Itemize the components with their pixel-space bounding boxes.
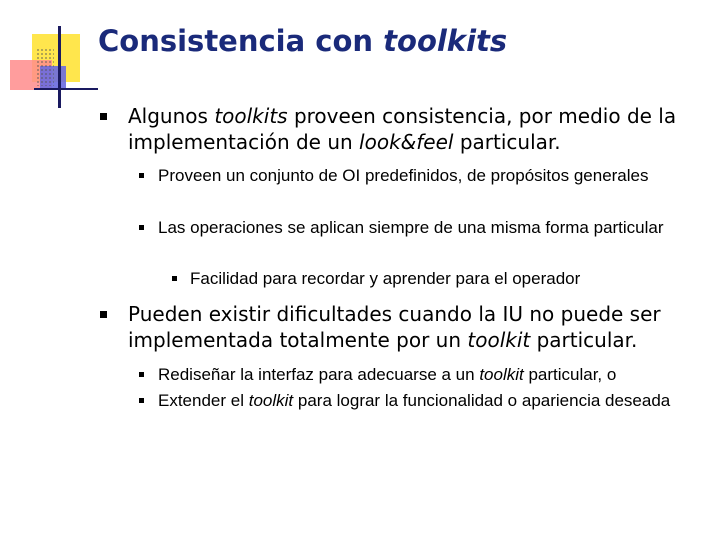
square-bullet-icon <box>172 276 177 281</box>
square-bullet-icon <box>139 372 144 377</box>
text: Proveen un conjunto de OI predefinidos, de propósitos generales <box>158 166 649 185</box>
emphasis: toolkits <box>214 104 288 128</box>
text: Extender el <box>158 391 249 410</box>
text: para lograr la funcionalidad o apariencia deseada <box>293 391 671 410</box>
text: proveen consistencia, por medio de la implementación de un <box>128 104 677 154</box>
emphasis: toolkit <box>467 328 531 352</box>
bullet-level3 <box>190 268 700 290</box>
text: Algunos <box>128 104 215 128</box>
text: particular. <box>453 130 561 154</box>
emphasis: toolkit <box>479 365 524 384</box>
vertical-line-shape <box>58 26 61 108</box>
text: Rediseñar la interfaz para adecuarse a un <box>158 365 480 384</box>
square-bullet-icon <box>100 311 107 318</box>
square-bullet-icon <box>139 225 144 230</box>
square-bullet-icon <box>139 173 144 178</box>
emphasis: toolkit <box>248 391 294 410</box>
title-text: Consistencia con <box>98 24 384 58</box>
text: particular, o <box>523 365 617 384</box>
bullet-level2 <box>158 165 706 187</box>
slide-title <box>98 24 507 58</box>
text: Facilidad para recordar y aprender para el operador <box>190 269 581 288</box>
bullet-level2 <box>158 217 706 239</box>
bullet-level1 <box>128 301 698 353</box>
bullet-level1 <box>128 103 698 155</box>
square-bullet-icon <box>139 398 144 403</box>
emphasis: look&feel <box>359 130 454 154</box>
bullet-level2 <box>158 364 706 386</box>
horizontal-line-shape <box>34 88 98 90</box>
bullet-level2 <box>158 390 706 412</box>
text: Pueden existir dificultades cuando la IU no puede ser implementada totalmente por un <box>128 302 661 352</box>
decorative-logo <box>0 0 110 110</box>
dot-pattern-shape <box>36 48 54 86</box>
text: particular. <box>530 328 638 352</box>
square-bullet-icon <box>100 113 107 120</box>
text: Las operaciones se aplican siempre de una misma forma particular <box>158 218 664 237</box>
title-emphasis: toolkits <box>383 24 508 58</box>
